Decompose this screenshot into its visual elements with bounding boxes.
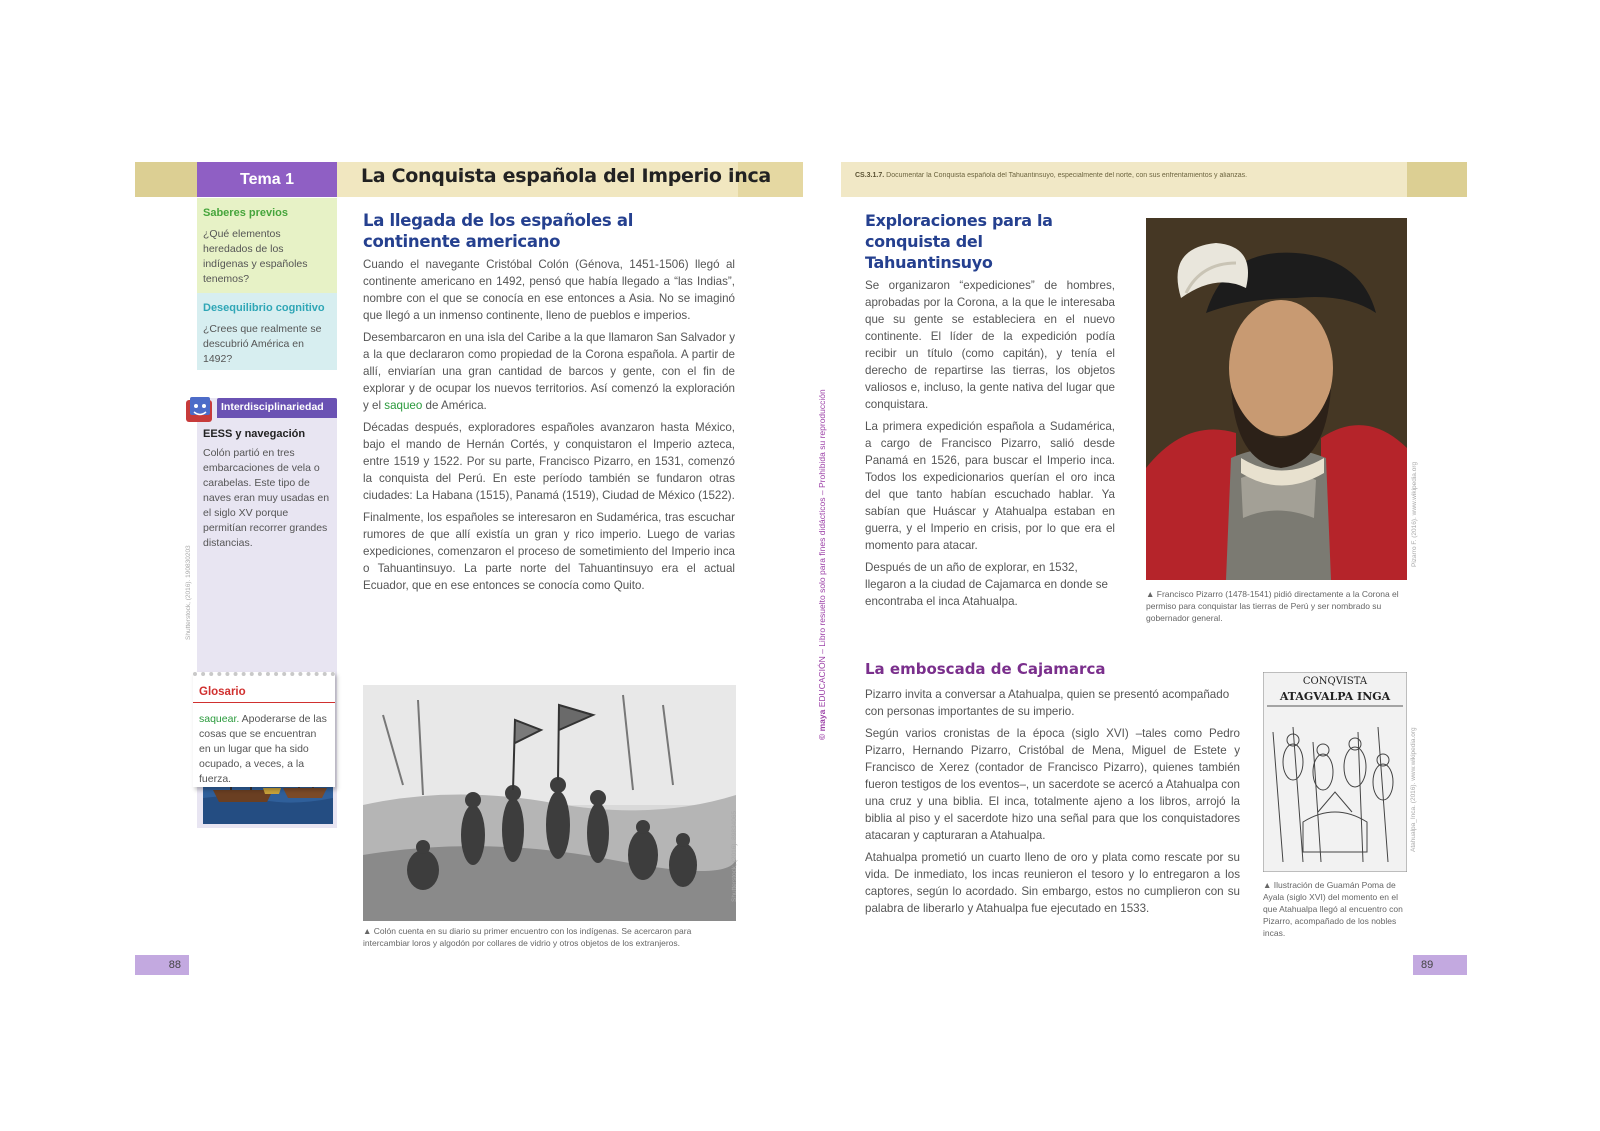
- right-column-bottom: [865, 660, 1240, 922]
- left-main-column: [363, 210, 735, 599]
- spine-notice: [817, 389, 827, 740]
- saqueo-link[interactable]: saqueo: [384, 399, 423, 412]
- paragraph: Después de un año de explorar, en 1532, llegaron a la ciudad de Cajamarca en donde se encontraba el inca Atahualpa.: [865, 561, 1108, 608]
- books-icon: [183, 394, 217, 426]
- saberes-previos-box: [197, 198, 337, 293]
- glosario-divider: [193, 702, 335, 703]
- header-band-right-end: [1407, 162, 1467, 197]
- page-number-left: 88: [135, 955, 189, 975]
- paragraph: Atahualpa prometió un cuarto lleno de oro y plata como rescate por su vida. De inmediato, los incas reunieron el tesoro y lo entregaron a los captores, según lo acordado. Sin embargo, estos no cumplieron con su palabra de liberarlo y Atahualpa fue ejecutado en 1533.: [865, 851, 1240, 915]
- page-number-right: 89: [1413, 955, 1467, 975]
- right-column-top: [865, 210, 1115, 615]
- paragraph: Finalmente, los españoles se interesaron en Sudamérica, tras escuchar rumores de que allí existía un gran y rico imperio. Luego de varias expediciones, comenzaron el proceso de sometimiento del Imperio inca o Tahuantinsuyo. La parte norte del Tahuantinsuyo era el actual Ecuador, que en ese entonces se conocía como Quito.: [363, 511, 735, 592]
- woodcut-heading-1: CONQVISTA: [1302, 676, 1368, 687]
- section-title-exploraciones: Exploraciones para la conquista del Tahuantinsuyo: [865, 211, 1053, 272]
- header-band-gutter: [803, 162, 841, 197]
- paragraph: [363, 329, 735, 414]
- glosario-entry: [199, 712, 329, 787]
- saberes-text: ¿Qué elementos heredados de los indígenas y españoles tenemos?: [203, 228, 308, 285]
- book-spread: [135, 162, 1467, 970]
- page-title: La Conquista española del Imperio inca: [361, 165, 771, 187]
- colon-encounter-engraving: [363, 685, 736, 921]
- glosario-definition: Apoderarse de las cosas que se encuentran en un lugar que ha sido ocupado, a veces, a la fuerza.: [199, 713, 327, 785]
- standard-code: CS.3.1.7.: [855, 172, 885, 179]
- header-band-left: [135, 162, 197, 197]
- interdisciplinariedad-text: Colón partió en tres embarcaciones de vela o carabelas. Este tipo de naves eran muy usadas en el siglo XV porque permitían recorrer grandes distancias.: [203, 447, 330, 549]
- paragraph: La primera expedición española a Sudamérica, a cargo de Francisco Pizarro, salió desde Panamá en 1526, para buscar el Imperio inca. Todos los expedicionarios querían el oro inca del que tanto habían escuchado hablar. Ya sabían que Huáscar y Atahualpa estaban en guerra, y el Imperio en crisis, por lo que era el momento para atacar.: [865, 420, 1115, 552]
- portrait-caption: ▲ Francisco Pizarro (1478-1541) pidió directamente a la Corona el permiso para conquistar las tierras de Perú y ser nombrado su gobernador general.: [1146, 589, 1399, 623]
- ship-credit: Shutterstock, (2016). 190830203: [185, 545, 192, 640]
- desequilibrio-box: [197, 293, 337, 370]
- paragraph: Según varios cronistas de la época (siglo XVI) –tales como Pedro Pizarro, Hernando Pizarro, Cristóbal de Mena, Miguel de Estete y Francisco de Xerez (contador de Francisco Pizarro), quienes también fueron testigos de los eventos–, un sacerdote se acercó a Atahualpa con una cruz y una biblia. El inca, totalmente ajeno a los libros, arrojó la biblia al piso y el sacerdote hizo una señal para que los conquistadores atacaran y capturaran a Atahualpa.: [865, 727, 1240, 842]
- paragraph: Pizarro invita a conversar a Atahualpa, quien se presentó acompañado con personas importantes de su imperio.: [865, 688, 1230, 718]
- glosario-title: Glosario: [199, 686, 246, 698]
- curriculum-standard: [855, 172, 1403, 179]
- spine-text: EDUCACIÓN – Libro resuelto solo para fines didácticos – Prohibida su reproducción: [817, 389, 827, 708]
- section-title-llegada: La llegada de los españoles al continente americano: [363, 211, 634, 251]
- interdisciplinariedad-subtitle: EESS y navegación: [203, 428, 306, 440]
- paragraph-text: de América.: [422, 399, 487, 412]
- paragraph: Se organizaron “expediciones” de hombres, aprobadas por la Corona, a la que le interesaba que su gente se estableciera en el nuevo continente. El líder de la expedición podía recibir un título (como capitán), y tenía el derecho de repartirse las tierras, los objetos valiosos e, incluso, la gente nativa del lugar que conquistara.: [865, 279, 1115, 411]
- desequilibrio-text: ¿Crees que realmente se descubrió América en 1492?: [203, 323, 322, 365]
- maya-brand: © maya: [817, 709, 827, 740]
- engraving-caption: ▲ Colón cuenta en su diario su primer encuentro con los indígenas. Se acercaron para intercambiar loros y algodón por collares de vidrio y otros objetos de los extranjeros.: [363, 926, 692, 948]
- woodcut-heading-2: ATAGVALPA INGA: [1279, 690, 1391, 703]
- paragraph-text: Desembarcaron en una isla del Caribe a la que llamaron San Salvador y a la que declararon como propiedad de la Corona española. A partir de allí, enviarían una gran cantidad de barcos y gente, con el fin de explorar y de ocupar los nuevos territorios. Así comenzó la exploración y el: [363, 331, 735, 412]
- paragraph: Décadas después, exploradores españoles avanzaron hasta México, bajo el mando de Hernán Cortés, y conquistaron el Imperio azteca, entre 1519 y 1522. Por su parte, Francisco Pizarro, en 1531, comenzó la conquista del Perú. En este período también se fundaron otras ciudades: La Habana (1515), Panamá (1519), Ciudad de México (1522).: [363, 421, 735, 502]
- portrait-credit: Pizarro F. (2016). www.wikipedia.org: [1411, 461, 1418, 567]
- tema-label: Tema 1: [197, 162, 337, 197]
- woodcut-caption: ▲ Ilustración de Guamán Poma de Ayala (siglo XVI) del momento en el que Atahualpa llegó al encuentro con Pizarro, acompañado de los nobles incas.: [1263, 880, 1403, 938]
- woodcut-credit: Atahualpa_Inca. (2016). www.wikipedia.org: [1410, 727, 1417, 852]
- glosario-term: saquear.: [199, 713, 240, 725]
- pizarro-portrait: [1146, 218, 1407, 580]
- engraving-credit: Shutterstock, (2016). 89834065: [731, 810, 738, 902]
- glosario-box: [193, 672, 335, 787]
- section-title-emboscada: La emboscada de Cajamarca: [865, 660, 1106, 678]
- guaman-poma-illustration: [1263, 672, 1407, 872]
- standard-text: Documentar la Conquista española del Tahuantinsuyo, especialmente del norte, con sus enfrentamientos y alianzas.: [886, 172, 1248, 179]
- paragraph: Cuando el navegante Cristóbal Colón (Génova, 1451-1506) llegó al continente americano en 1492, pensó que había llegado a “las Indias”, nombre con el que se conocía en ese entonces a Asia. No se imaginó que llegó a un inmenso continente, lleno de pueblos e imperios.: [363, 258, 735, 322]
- header-band-right: [841, 162, 1407, 197]
- saberes-title: Saberes previos: [203, 207, 288, 219]
- interdisciplinariedad-title: Interdisciplinariedad: [217, 398, 337, 418]
- desequilibrio-title: Desequilibrio cognitivo: [203, 302, 325, 314]
